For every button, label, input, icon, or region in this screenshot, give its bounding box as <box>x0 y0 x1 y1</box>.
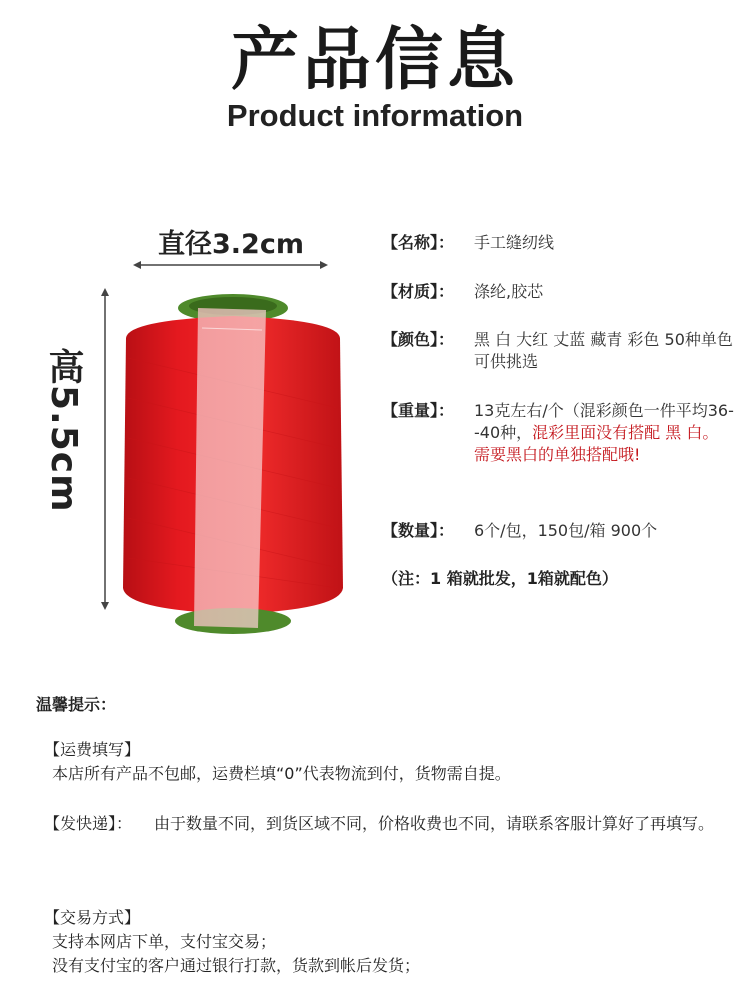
spec-name <box>382 232 742 254</box>
spec-material <box>382 281 742 303</box>
height-label: 高5.5cm <box>43 348 84 513</box>
spec-color <box>382 329 742 373</box>
height-arrow <box>99 288 111 610</box>
diameter-label: 直径3.2cm <box>158 229 304 260</box>
spec-quantity-key: 【数量】： <box>382 521 455 540</box>
spec-note: （注：1 箱就批发，1箱就配色） <box>382 569 618 588</box>
spec-weight-key: 【重量】： <box>382 401 455 420</box>
trade-line-1: 支持本网店下单，支付宝交易； <box>52 932 277 951</box>
spec-weight <box>382 400 742 466</box>
shipping-title: 【运费填写】 <box>44 740 141 759</box>
spec-weight-warning-2: 需要黑白的单独搭配哦! <box>474 445 641 464</box>
spec-color-key: 【颜色】： <box>382 330 455 349</box>
spec-color-value: 黑 白 大红 丈蓝 藏青 彩色 50种单色可供挑选 <box>474 330 733 371</box>
diameter-arrow <box>133 259 328 271</box>
spec-name-value: 手工缝纫线 <box>474 233 555 252</box>
shipping-section <box>44 738 511 786</box>
spec-weight-value <box>474 400 742 466</box>
spec-material-value: 涤纶,胶芯 <box>474 282 544 301</box>
express-key: 【发快递】： <box>44 814 133 833</box>
page-subtitle: Product information <box>226 98 524 133</box>
express-section <box>44 812 714 836</box>
spec-material-key: 【材质】： <box>382 282 455 301</box>
spec-weight-warning-1: 混彩里面没有搭配 黑 白。 <box>532 423 719 442</box>
spec-quantity <box>382 520 742 542</box>
thread-spool-image <box>118 288 348 640</box>
tips-title: 温馨提示： <box>36 695 117 714</box>
shipping-text: 本店所有产品不包邮，运费栏填“0”代表物流到付，货物需自提。 <box>52 764 511 783</box>
trade-line-2: 没有支付宝的客户通过银行打款，货款到帐后发货； <box>52 956 421 975</box>
spec-weight-text: 13克左右/个（混彩颜色一件平均36--40种， <box>474 401 734 442</box>
page-title: 产品信息 <box>230 21 519 100</box>
spec-name-key: 【名称】： <box>382 233 455 252</box>
spec-quantity-value: 6个/包，150包/箱 900个 <box>474 521 658 540</box>
express-text: 由于数量不同，到货区域不同，价格收费也不同，请联系客服计算好了再填写。 <box>154 814 715 833</box>
trade-section <box>44 906 420 978</box>
trade-title: 【交易方式】 <box>44 908 141 927</box>
